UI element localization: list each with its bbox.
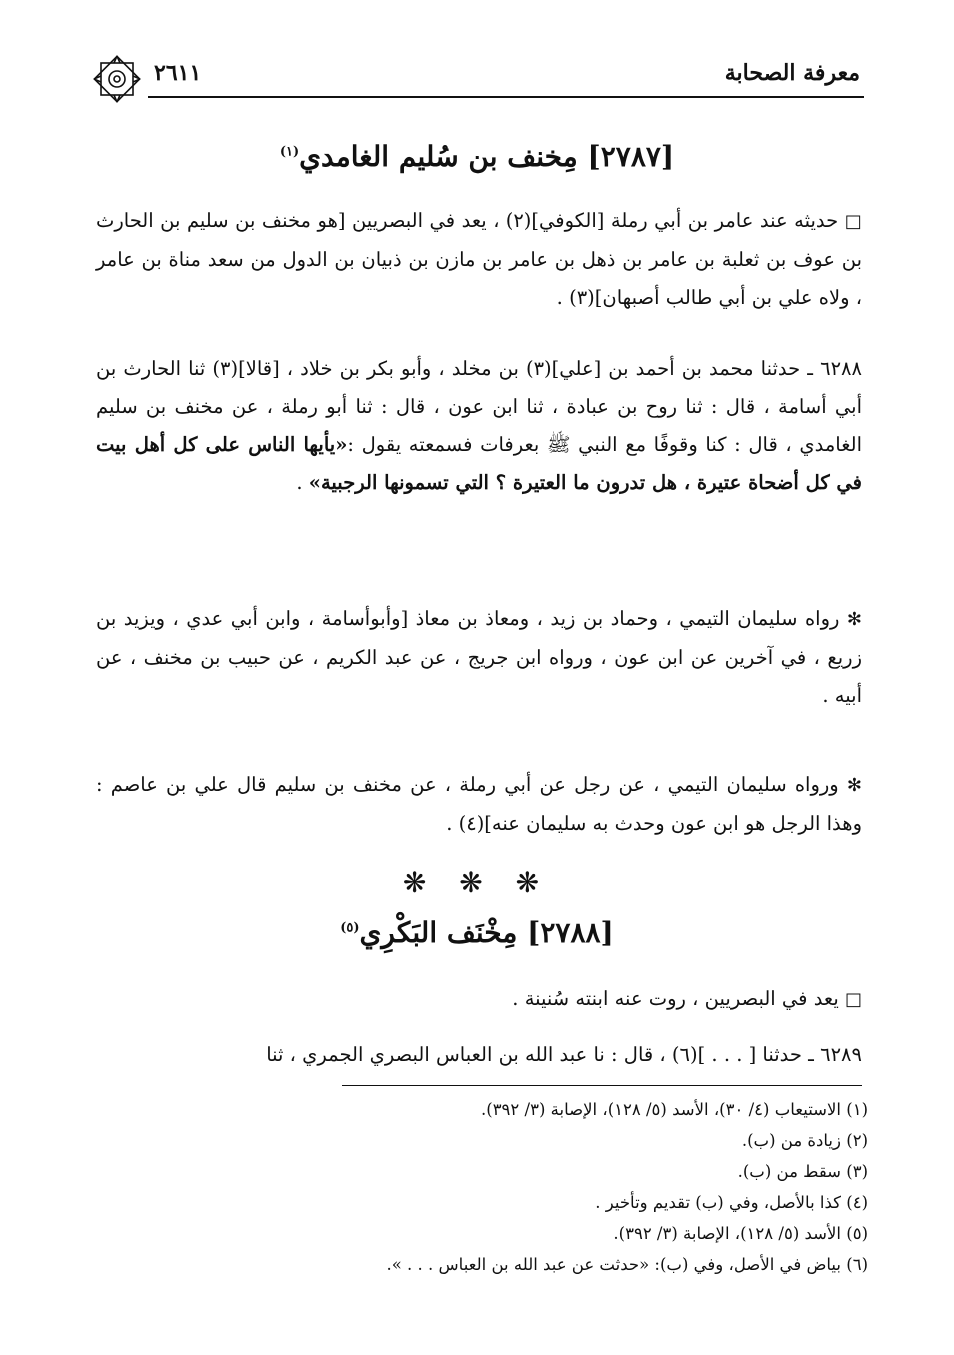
hadith-quote: «يأيها الناس على كل أهل بيت في كل أضحاة عتيرة ، هل تدرون ما العتيرة ؟ التي تسمونها الرجبية» [96, 433, 862, 494]
page-number: ٢٦١١ [154, 60, 202, 86]
narration-note [96, 766, 862, 843]
footnote-ref: (١) [279, 144, 300, 160]
entry-bracket-close: ] [587, 140, 601, 173]
hadith-isnad: ٦٢٨٨ ـ حدثنا محمد بن أحمد بن [علي](٣) بن مخلد ، وأبو بكر بن خلاد ، [قالا](٣) ثنا الحارث بن أبي أسامة ، قال : ثنا روح بن عبادة ، ثنا ابن عون ، قال : ثنا أبو رملة ، عن مخنف بن سليم الغامدي ، قال : كنا وقوفًا مع النبي ﷺ بعرفات فسمعته يقول : [96, 357, 862, 456]
entry-name: مِخْنَف البَكْرِي [359, 916, 518, 949]
entry-bracket-open: [ [600, 916, 614, 949]
footnote: (٣) سقط من (ب). [737, 1162, 868, 1181]
footnote: (٤) كذا بالأصل، وفي (ب) تقديم وتأخير . [595, 1193, 868, 1212]
footnote: (٦) بياض في الأصل، وفي (ب): «حدثت عن عبد الله بن العباس . . . ». [386, 1255, 868, 1274]
section-separator: ❋ ❋ ❋ [402, 866, 552, 899]
narration-note-text: ورواه سليمان التيمي ، عن رجل عن أبي رملة ، عن مخنف بن سليم قال علي بن عاصم : وهذا الرجل هو ابن عون وحدث به سليمان عنه](٤) . [96, 773, 862, 835]
footnote-ref: (٥) [340, 920, 360, 936]
footnote: (٢) زيادة من (ب). [741, 1131, 868, 1150]
entry-heading [90, 916, 864, 949]
entry-bracket-open: [ [660, 140, 675, 173]
entry-number: ٢٧٨٨ [540, 916, 601, 949]
footnote: (٥) الأسد (٥/ ١٢٨)، الإصابة (٣/ ٣٩٢). [613, 1224, 868, 1243]
entry-bracket-close: ] [527, 916, 541, 949]
hadith-end: . [296, 471, 309, 494]
square-marker-icon: □ [844, 989, 862, 1010]
entry-heading [90, 140, 864, 173]
hadith-paragraph [96, 1036, 862, 1074]
entry-number: ٢٧٨٧ [600, 140, 661, 173]
hadith-isnad: ٦٢٨٩ ـ حدثنا [ . . . ](٦) ، قال : نا عبد الله بن العباس البصري الجمري ، ثنا [266, 1043, 862, 1066]
entry-name: مِخنف بن سُليم الغامدي [299, 140, 578, 173]
square-marker-icon: □ [844, 211, 863, 232]
narration-note [96, 600, 862, 715]
footnote-rule [342, 1085, 862, 1086]
page-header [90, 50, 864, 114]
asterisk-marker-icon: ✻ [846, 775, 862, 796]
footnotes [96, 1094, 868, 1280]
entry-intro [96, 980, 862, 1019]
header-rule [148, 96, 864, 98]
entry-intro [96, 202, 862, 317]
hadith-paragraph [96, 350, 862, 502]
octagram-ornament-icon [90, 52, 144, 106]
entry-intro-text: حديثه عند عامر بن أبي رملة [الكوفي](٢) ، يعد في البصريين [هو مخنف بن سليم بن الحارث بن عوف بن ثعلبة بن عامر بن ذهل بن عامر بن مازن بن ذبيان بن الدول من سعد مناة بن عامر ، ولاه علي بن أبي طالب أصبهان](٣) . [96, 209, 862, 309]
footnote: (١) الاستيعاب (٤/ ٣٠)، الأسد (٥/ ١٢٨)، الإصابة (٣/ ٣٩٢). [481, 1100, 868, 1119]
running-title: معرفة الصحابة [724, 60, 860, 86]
asterisk-marker-icon: ✻ [846, 609, 862, 630]
entry-intro-text: يعد في البصريين ، روت عنه ابنته سُنينة . [512, 987, 839, 1010]
narration-note-text: رواه سليمان التيمي ، وحماد بن زيد ، ومعاذ بن معاذ [وأبوأسامة ، وابن أبي عدي ، ويزيد بن زريع ، في آخرين عن ابن عون ، ورواه ابن جريج ، عن عبد الكريم ، عن حبيب بن مخنف ، عن أبيه . [96, 607, 863, 707]
